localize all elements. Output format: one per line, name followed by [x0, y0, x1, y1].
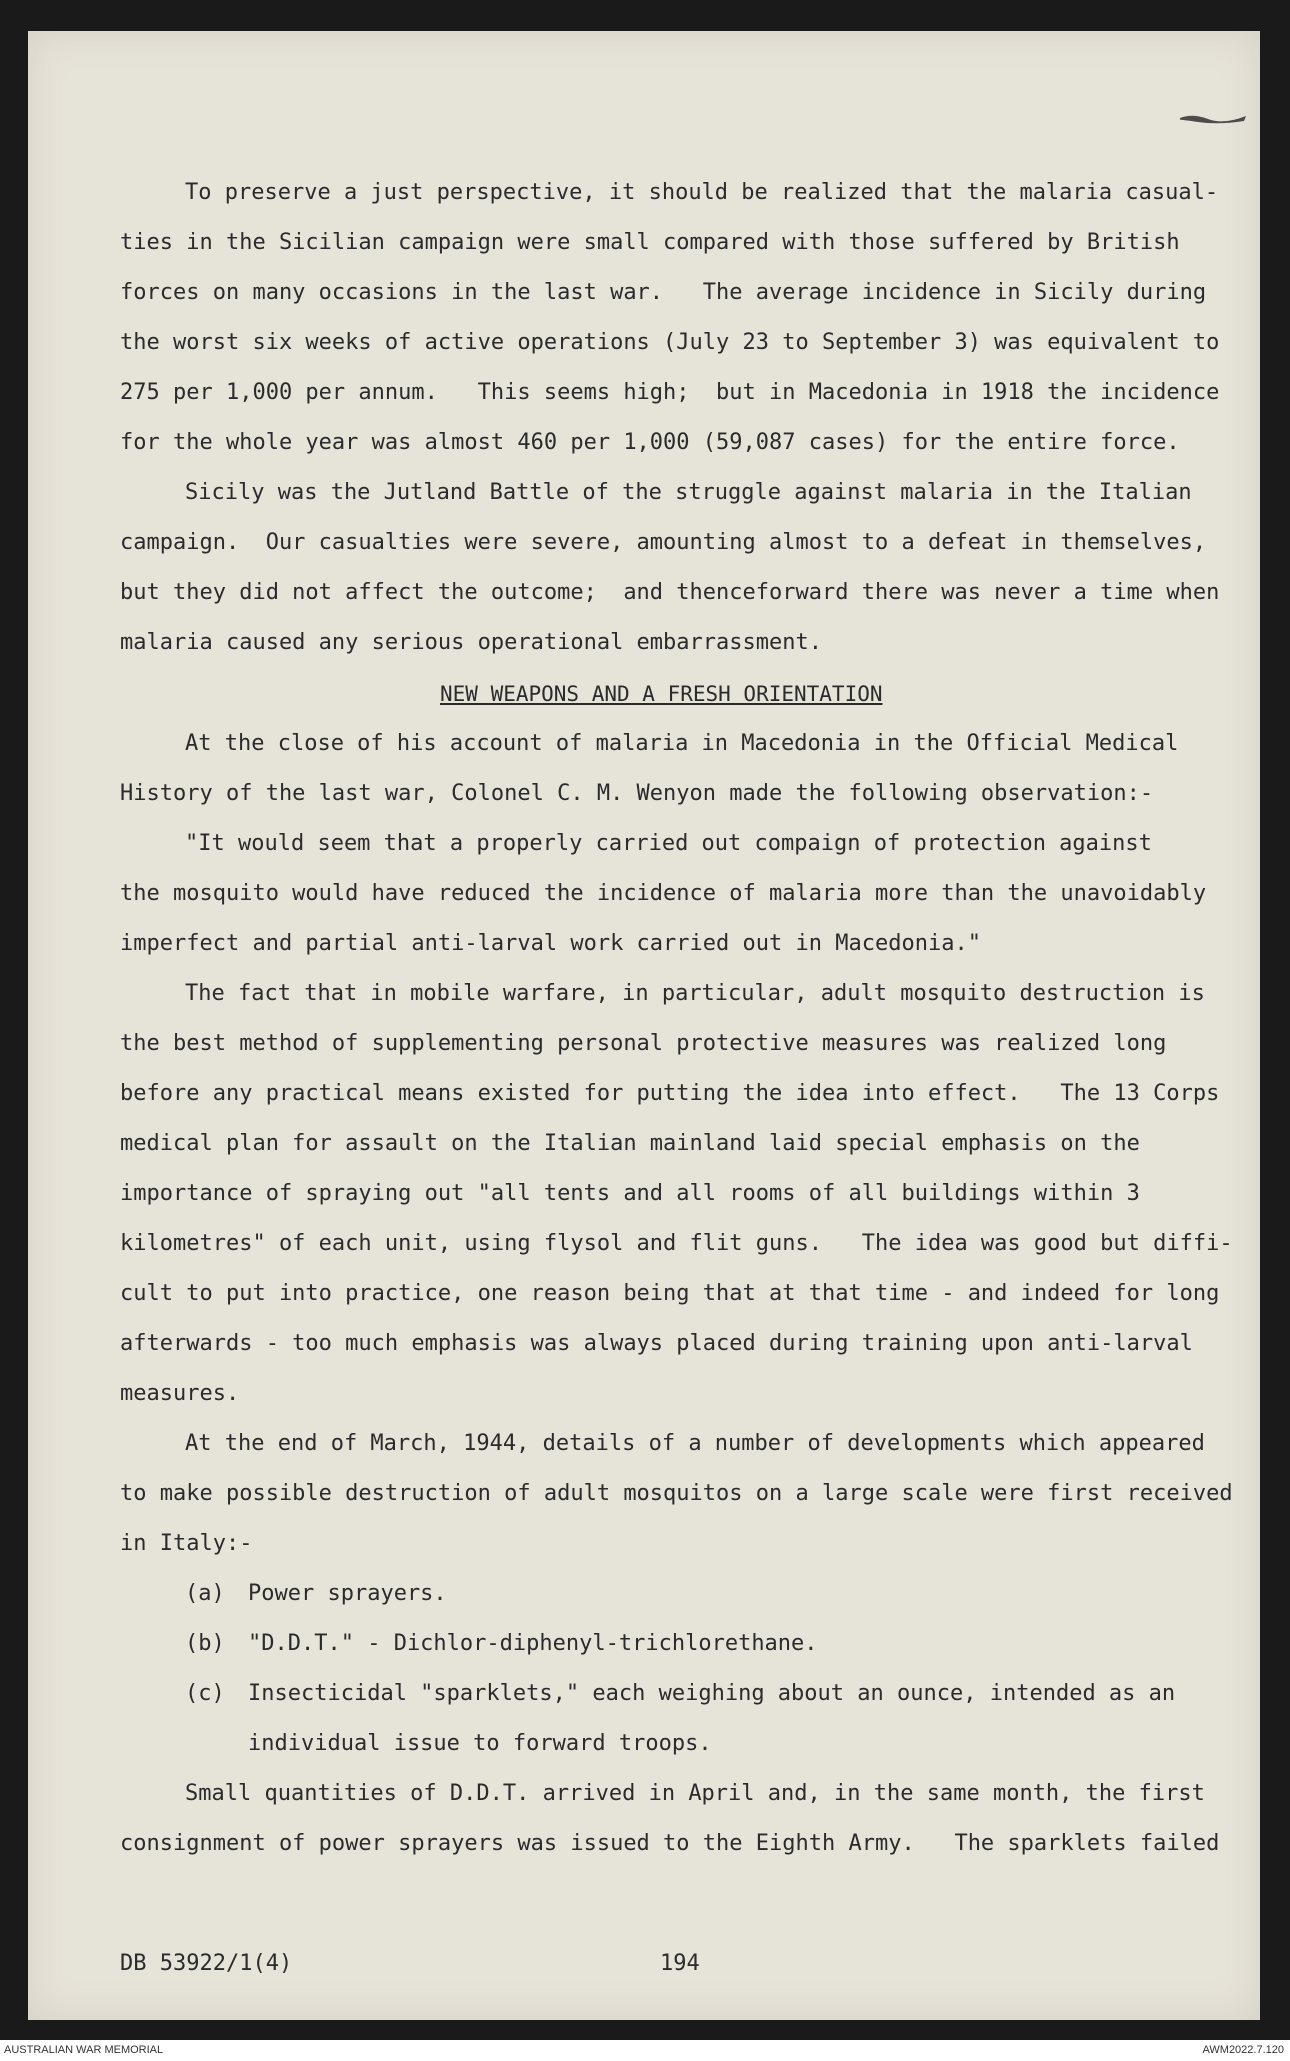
quote-line: "It would seem that a properly carried out compaign of protection against: [185, 831, 1152, 856]
text-line: Small quantities of D.D.T. arrived in April and, in the same month, the first: [185, 1781, 1205, 1806]
list-item-label: (b): [185, 1631, 225, 1656]
text-line: The fact that in mobile warfare, in particular, adult mosquito destruction is: [185, 981, 1205, 1006]
text-line: for the whole year was almost 460 per 1,000 (59,087 cases) for the entire force.: [120, 430, 1180, 455]
quote-line: the mosquito would have reduced the incidence of malaria more than the unavoidably: [120, 881, 1207, 906]
list-item-text-continued: individual issue to forward troops.: [248, 1731, 712, 1756]
list-item-label: (c): [185, 1681, 225, 1706]
text-line: the worst six weeks of active operations (July 23 to September 3) was equivalent to: [120, 330, 1220, 355]
archive-name: AUSTRALIAN WAR MEMORIAL: [4, 2044, 164, 2056]
text-line: To preserve a just perspective, it should be realized that the malaria casual-: [185, 180, 1219, 205]
text-line: kilometres" of each unit, using flysol and flit guns. The idea was good but diffi-: [120, 1231, 1233, 1256]
text-line: At the close of his account of malaria in Macedonia in the Official Medical: [185, 731, 1179, 756]
text-line: but they did not affect the outcome; and thenceforward there was never a time when: [120, 580, 1220, 605]
text-line: History of the last war, Colonel C. M. Wenyon made the following observation:-: [120, 781, 1154, 806]
text-line: to make possible destruction of adult mosquitos on a large scale were first received: [120, 1481, 1233, 1506]
text-line: cult to put into practice, one reason being that at that time - and indeed for long: [120, 1281, 1220, 1306]
text-line: measures.: [120, 1381, 240, 1406]
archive-caption-bar: [0, 2040, 1290, 2061]
text-line: 275 per 1,000 per annum. This seems high; but in Macedonia in 1918 the incidence: [120, 380, 1220, 405]
text-line: in Italy:-: [120, 1531, 253, 1556]
text-line: At the end of March, 1944, details of a number of developments which appeared: [185, 1431, 1205, 1456]
text-line: importance of spraying out "all tents and all rooms of all buildings within 3: [120, 1181, 1140, 1206]
section-heading: NEW WEAPONS AND A FRESH ORIENTATION: [440, 682, 883, 706]
text-line: Sicily was the Jutland Battle of the struggle against malaria in the Italian: [185, 480, 1192, 505]
document-reference: DB 53922/1(4): [120, 1951, 293, 1976]
page-number: 194: [660, 1951, 700, 1976]
text-line: forces on many occasions in the last war. The average incidence in Sicily during: [120, 280, 1207, 305]
list-item-label: (a): [185, 1581, 225, 1606]
text-line: consignment of power sprayers was issued to the Eighth Army. The sparklets failed: [120, 1831, 1220, 1856]
list-item-text: Insecticidal "sparklets," each weighing about an ounce, intended as an: [248, 1681, 1176, 1706]
text-line: campaign. Our casualties were severe, amounting almost to a defeat in themselves,: [120, 530, 1207, 555]
text-line: the best method of supplementing personal protective measures was realized long: [120, 1031, 1167, 1056]
archive-item-id: AWM2022.7.120: [1202, 2044, 1284, 2056]
text-line: medical plan for assault on the Italian mainland laid special emphasis on the: [120, 1131, 1140, 1156]
list-item-text: "D.D.T." - Dichlor-diphenyl-trichlorethane.: [248, 1631, 818, 1656]
text-line: malaria caused any serious operational embarrassment.: [120, 630, 822, 655]
list-item-text: Power sprayers.: [248, 1581, 447, 1606]
paper-tear-mark: [1178, 111, 1248, 125]
text-line: before any practical means existed for putting the idea into effect. The 13 Corps: [120, 1081, 1220, 1106]
quote-line: imperfect and partial anti-larval work carried out in Macedonia.": [120, 931, 981, 956]
text-line: ties in the Sicilian campaign were small compared with those suffered by British: [120, 230, 1180, 255]
document-page: [28, 31, 1260, 2020]
text-line: afterwards - too much emphasis was always placed during training upon anti-larval: [120, 1331, 1193, 1356]
